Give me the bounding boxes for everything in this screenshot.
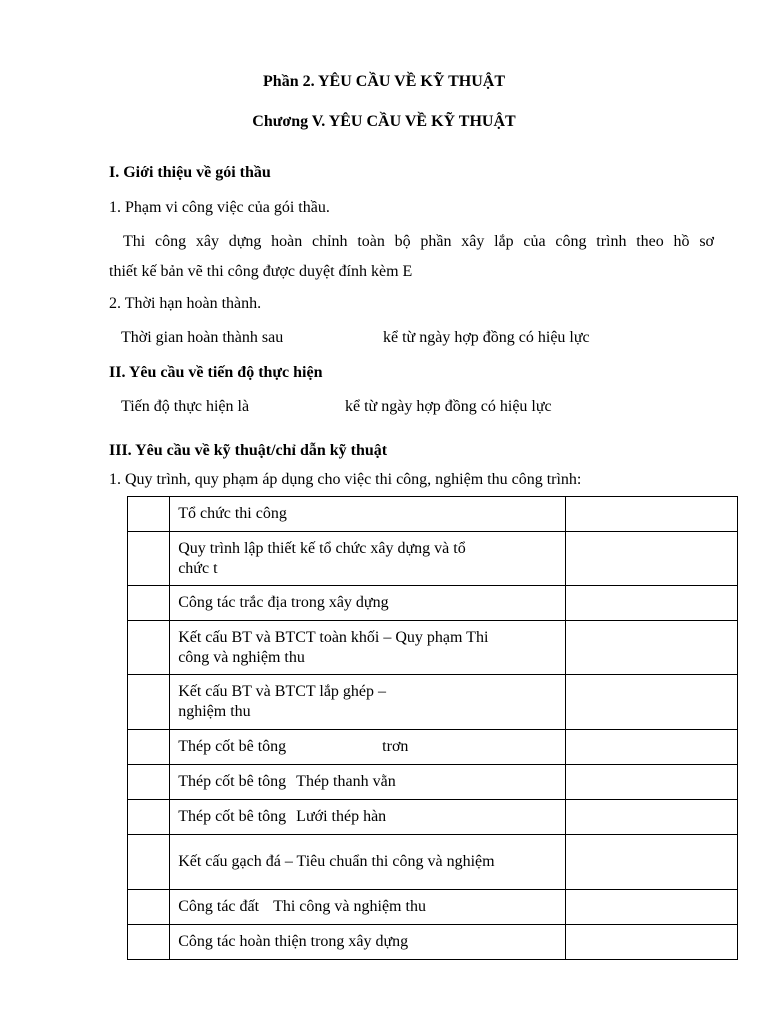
table-cell-empty bbox=[565, 925, 737, 960]
table-cell-empty bbox=[565, 835, 737, 890]
table-cell-name: Thép cốt bê tông Lưới thép hàn bbox=[170, 800, 566, 835]
section-3-heading: III. Yêu cầu về kỹ thuật/chỉ dẫn kỹ thuật bbox=[109, 442, 388, 459]
section-1-heading: I. Giới thiệu về gói thầu bbox=[109, 164, 271, 181]
table-cell-empty bbox=[128, 675, 170, 730]
table-row bbox=[128, 800, 738, 835]
table-cell-empty bbox=[128, 925, 170, 960]
table-cell-empty bbox=[128, 532, 170, 586]
table-row bbox=[128, 765, 738, 800]
table-cell-name: Công tác đất Thi công và nghiệm thu bbox=[170, 890, 566, 925]
table-cell-name: Công tác hoàn thiện trong xây dựng bbox=[170, 925, 566, 960]
section-3-item-1: 1. Quy trình, quy phạm áp dụng cho việc thi công, nghiệm thu công trình: bbox=[109, 471, 582, 488]
table-row bbox=[128, 835, 738, 890]
section-1-item-2-text-a: Thời gian hoàn thành sau bbox=[121, 329, 284, 346]
table-cell-empty bbox=[128, 586, 170, 621]
table-row bbox=[128, 621, 738, 675]
table-row bbox=[128, 730, 738, 765]
table-row bbox=[128, 586, 738, 621]
section-1-item-1-text-line-1: Thi công xây dựng hoàn chỉnh toàn bộ phần xây lắp của công trình theo hồ sơ bbox=[123, 233, 714, 250]
table-cell-empty bbox=[128, 835, 170, 890]
table-cell-empty bbox=[565, 586, 737, 621]
section-1-item-2-text-b: kể từ ngày hợp đồng có hiệu lực bbox=[383, 329, 590, 346]
table-cell-empty bbox=[565, 532, 737, 586]
chapter-title: Chương V. YÊU CẦU VỀ KỸ THUẬT bbox=[252, 113, 516, 130]
table-cell-empty bbox=[128, 765, 170, 800]
section-1-item-1: 1. Phạm vi công việc của gói thầu. bbox=[109, 199, 330, 216]
table-cell-empty bbox=[565, 890, 737, 925]
table-cell-empty bbox=[128, 800, 170, 835]
section-1-item-2: 2. Thời hạn hoàn thành. bbox=[109, 295, 262, 312]
table-row bbox=[128, 497, 738, 532]
table-row bbox=[128, 925, 738, 960]
part-title: Phần 2. YÊU CẦU VỀ KỸ THUẬT bbox=[263, 73, 505, 90]
table-cell-empty bbox=[565, 765, 737, 800]
section-2-text-a: Tiến độ thực hiện là bbox=[121, 398, 250, 415]
table-cell-name: Thép cốt bê tông Thép thanh vằn bbox=[170, 765, 566, 800]
section-1-item-1-text-line-2: thiết kế bản vẽ thi công được duyệt đính kèm E bbox=[109, 263, 413, 280]
table-row bbox=[128, 675, 738, 730]
section-2-text-b: kể từ ngày hợp đồng có hiệu lực bbox=[345, 398, 552, 415]
table-cell-empty bbox=[565, 800, 737, 835]
table-cell-name: Công tác trắc địa trong xây dựng bbox=[170, 586, 566, 621]
table-cell-name: Kết cấu BT và BTCT lắp ghép – nghiệm thu bbox=[170, 675, 566, 730]
table-cell-name: Thép cốt bê tông trơn bbox=[170, 730, 566, 765]
table-cell-empty bbox=[565, 621, 737, 675]
table-cell-name: Tổ chức thi công bbox=[170, 497, 566, 532]
table-cell-empty bbox=[128, 497, 170, 532]
table-cell-empty bbox=[565, 497, 737, 532]
section-2-heading: II. Yêu cầu về tiến độ thực hiện bbox=[109, 364, 323, 381]
table-row bbox=[128, 890, 738, 925]
table-row bbox=[128, 532, 738, 586]
table-cell-name: Kết cấu gạch đá – Tiêu chuẩn thi công và nghiệm bbox=[170, 835, 566, 890]
table-cell-empty bbox=[128, 890, 170, 925]
table-cell-empty bbox=[128, 730, 170, 765]
table-cell-empty bbox=[565, 675, 737, 730]
standards-table bbox=[127, 496, 738, 960]
table-cell-empty bbox=[128, 621, 170, 675]
table-cell-name: Kết cấu BT và BTCT toàn khối – Quy phạm Thi công và nghiệm thu bbox=[170, 621, 566, 675]
table-cell-empty bbox=[565, 730, 737, 765]
table-cell-name: Quy trình lập thiết kế tổ chức xây dựng và tổ chức t bbox=[170, 532, 566, 586]
